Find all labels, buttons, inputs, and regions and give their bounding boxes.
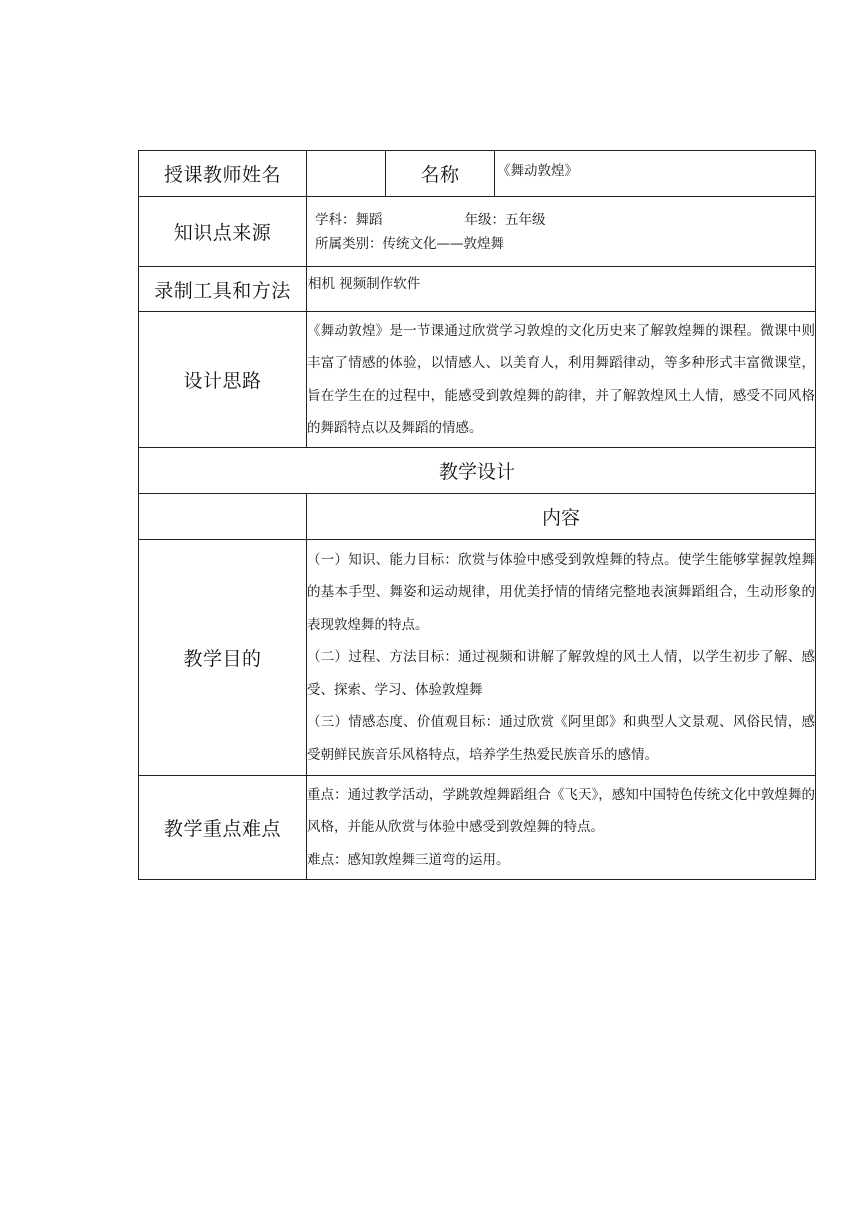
teaching-goals-label: 教学目的 [139, 540, 307, 776]
design-ideas-text: 《舞动敦煌》是一节课通过欣赏学习敦煌的文化历史来了解敦煌舞的课程。微课中则丰富了情感的体验，以情感人、以美育人，利用舞蹈律动，等多种形式丰富微课堂，旨在学生在的过程中，能感受到敦煌舞的韵律，并了解敦煌风土人情，感受不同风格的舞蹈特点以及舞蹈的情感。 [307, 312, 816, 448]
subject-text: 学科：舞蹈 [315, 211, 383, 228]
row-source [139, 197, 816, 267]
grade-text: 年级：五年级 [464, 211, 546, 228]
teaching-goals-cell [307, 540, 816, 776]
knowledge-source-label: 知识点来源 [139, 197, 307, 267]
row-teaching-design [139, 448, 816, 494]
teacher-name-value [307, 151, 386, 197]
goal-process: （二）过程、方法目标：通过视频和讲解了解敦煌的风土人情，以学生初步了解、感受、探索、学习、体验敦煌舞 [307, 649, 815, 698]
category-text: 所属类别：传统文化——敦煌舞 [315, 235, 504, 252]
design-ideas-label: 设计思路 [139, 312, 307, 448]
row-teacher [139, 151, 816, 197]
goal-emotion: （三）情感态度、价值观目标：通过欣赏《阿里郎》和典型人文景观、风俗民情，感受朝鲜民族音乐风格特点，培养学生热爱民族音乐的感情。 [307, 714, 815, 763]
recording-tools-label: 录制工具和方法 [139, 267, 307, 312]
row-design [139, 312, 816, 448]
row-goals [139, 540, 816, 776]
key-point-text: 重点：通过教学活动，学跳敦煌舞蹈组合《飞天》，感知中国特色传统文化中敦煌舞的风格，并能从欣赏与体验中感受到敦煌舞的特点。 [307, 786, 815, 836]
recording-tools-value: 相机 视频制作软件 [307, 267, 816, 312]
lesson-name-value: 《舞动敦煌》 [495, 151, 816, 197]
teacher-name-label: 授课教师姓名 [139, 151, 307, 197]
goal-knowledge: （一）知识、能力目标：欣赏与体验中感受到敦煌舞的特点。使学生能够掌握敦煌舞的基本手型、舞姿和运动规律，用优美抒情的情绪完整地表演舞蹈组合，生动形象的表现敦煌舞的特点。 [307, 551, 815, 633]
content-blank-cell [139, 494, 307, 540]
row-content [139, 494, 816, 540]
row-tools [139, 267, 816, 312]
lesson-name-label: 名称 [386, 151, 495, 197]
teaching-design-heading: 教学设计 [139, 448, 816, 494]
knowledge-source-cell [307, 197, 816, 267]
key-points-label: 教学重点难点 [139, 776, 307, 880]
content-heading: 内容 [307, 494, 816, 540]
lesson-plan-table [138, 150, 816, 880]
key-points-cell [307, 776, 816, 880]
difficulty-text: 难点：感知敦煌舞三道弯的运用。 [307, 851, 510, 868]
row-key-points [139, 776, 816, 880]
